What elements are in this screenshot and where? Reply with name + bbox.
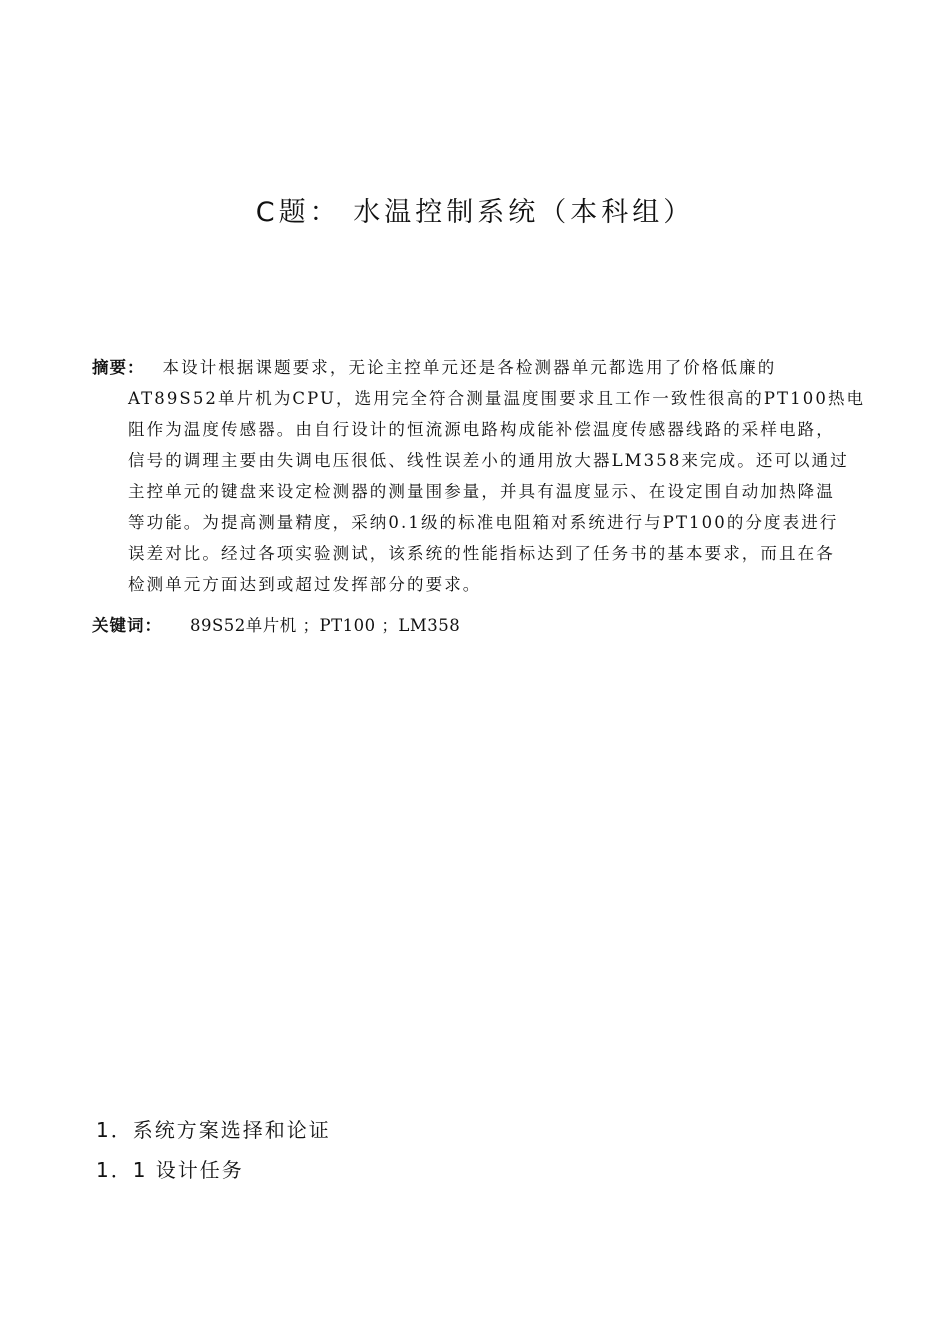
- section-heading: 1．系统方案选择和论证: [96, 1118, 331, 1142]
- keywords-text: 89S52单片机 ；PT100 ；LM358: [190, 616, 461, 635]
- abstract-line: 主控单元的键盘来设定检测器的测量围参量，并具有温度显示、在设定围自动加热降温: [128, 482, 835, 501]
- subsection-heading: 1．1 设计任务: [96, 1158, 244, 1182]
- abstract-line: [92, 352, 862, 383]
- abstract-line: 等功能。为提高测量精度，采纳0.1级的标准电阻箱对系统进行与PT100的分度表进行: [128, 513, 839, 532]
- abstract-line: 检测单元方面达到或超过发挥部分的要求。: [128, 575, 482, 594]
- abstract-label: 摘要：: [92, 358, 145, 377]
- keywords-block: [92, 610, 460, 641]
- abstract-line: 误差对比。经过各项实验测试，该系统的性能指标达到了任务书的基本要求，而且在各: [128, 544, 835, 563]
- abstract-text: 本设计根据课题要求，无论主控单元还是各检测器单元都选用了价格低廉的: [162, 358, 777, 377]
- abstract-block: [92, 352, 866, 600]
- keywords-label: 关键词：: [92, 616, 162, 635]
- abstract-line: AT89S52单片机为CPU，选用完全符合测量温度围要求且工作一致性很高的PT100热电: [128, 389, 866, 408]
- page-title: C题： 水温控制系统（本科组）: [255, 197, 695, 228]
- abstract-line: 阻作为温度传感器。由自行设计的恒流源电路构成能补偿温度传感器线路的采样电路，: [128, 420, 835, 439]
- abstract-line: 信号的调理主要由失调电压很低、线性误差小的通用放大器LM358来完成。还可以通过: [128, 451, 849, 470]
